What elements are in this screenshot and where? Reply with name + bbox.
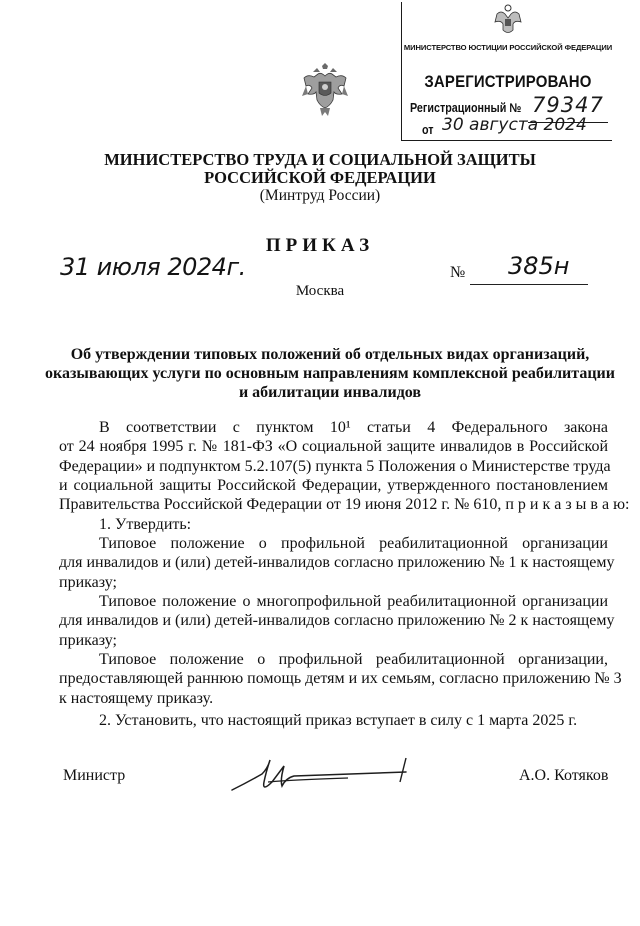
preamble-paragraph: [59, 418, 630, 514]
paragraph-line: 2. Установить, что настоящий приказ вступает в силу с 1 марта 2025 г.: [99, 712, 578, 729]
stamp-eagle-emblem-icon: [491, 2, 525, 38]
paragraph-line: Правительства Российской Федерации от 19 июня 2012 г. № 610, п р и к а з ы в а ю:: [59, 496, 630, 514]
regulation-3-paragraph: [59, 650, 622, 708]
order-date-handwritten: 31 июля 2024г.: [60, 253, 246, 281]
ministry-short-name: (Минтруд России): [259, 187, 381, 204]
paragraph-line: и социальной защиты Российской Федерации, утвержденного постановлением: [59, 476, 608, 494]
item-1-heading: [59, 515, 608, 534]
paragraph-line: Типовое положение о профильной реабилитационной организации: [99, 535, 608, 552]
ministry-name-line2: РОССИЙСКОЙ ФЕДЕРАЦИИ: [204, 168, 436, 187]
paragraph-line: от 24 ноября 1995 г. № 181-ФЗ «О социальной защите инвалидов в Российской: [59, 438, 608, 456]
stamp-date-underline: [438, 140, 588, 141]
paragraph-line: приказу;: [59, 631, 117, 649]
paragraph-line: В соответствии с пунктом 10¹ статьи 4 Федерального закона: [99, 419, 608, 436]
coat-of-arms-icon: [300, 62, 350, 120]
order-title: ПРИКАЗ: [265, 235, 375, 256]
paragraph-line: Типовое положение о многопрофильной реабилитационной организации: [99, 593, 608, 610]
stamp-date-prefix: от: [422, 123, 434, 137]
stamp-reg-number-value: 79347: [532, 93, 604, 117]
stamp-registered-label: ЗАРЕГИСТРИРОВАНО: [424, 72, 592, 91]
signatory-name: А.О. Котяков: [519, 767, 609, 784]
regulation-1-paragraph: [59, 534, 615, 592]
subject-line: и абилитации инвалидов: [238, 384, 422, 401]
stamp-date-value: 30 августа 2024: [442, 115, 587, 135]
stamp-reg-number-label: Регистрационный №: [410, 101, 522, 115]
ministry-name-line1: МИНИСТЕРСТВО ТРУДА И СОЦИАЛЬНОЙ ЗАЩИТЫ: [104, 150, 536, 169]
paragraph-line: предоставляющей раннюю помощь детям и их семьям, согласно приложению № 3: [59, 670, 622, 688]
paragraph-line: Федерации» и подпунктом 5.2.107(5) пункта 5 Положения о Министерстве труда: [59, 457, 611, 475]
paragraph-line: для инвалидов и (или) детей-инвалидов согласно приложению № 1 к настоящему: [59, 554, 615, 572]
paragraph-line: для инвалидов и (или) детей-инвалидов согласно приложению № 2 к настоящему: [59, 612, 615, 630]
paragraph-line: к настоящему приказу.: [59, 689, 214, 707]
order-subject: [40, 345, 620, 402]
order-number-sign: №: [450, 264, 466, 281]
subject-line: Об утверждении типовых положений об отдельных видах организаций,: [70, 346, 590, 363]
signatory-title: Министр: [63, 767, 126, 784]
stamp-ministry-name: МИНИСТЕРСТВО ЮСТИЦИИ РОССИЙСКОЙ ФЕДЕРАЦИИ: [403, 43, 613, 52]
order-number-handwritten: 385н: [508, 252, 570, 280]
paragraph-line: приказу;: [59, 573, 117, 591]
paragraph-line: 1. Утвердить:: [99, 516, 192, 533]
subject-line: оказывающих услуги по основным направлениям комплексной реабилитации: [45, 365, 615, 382]
order-city: Москва: [295, 283, 345, 299]
handwritten-signature: [228, 752, 410, 798]
registration-stamp: [401, 2, 612, 141]
item-2-paragraph: [59, 711, 608, 730]
regulation-2-paragraph: [59, 592, 615, 650]
paragraph-line: Типовое положение о профильной реабилитационной организации,: [99, 651, 608, 668]
